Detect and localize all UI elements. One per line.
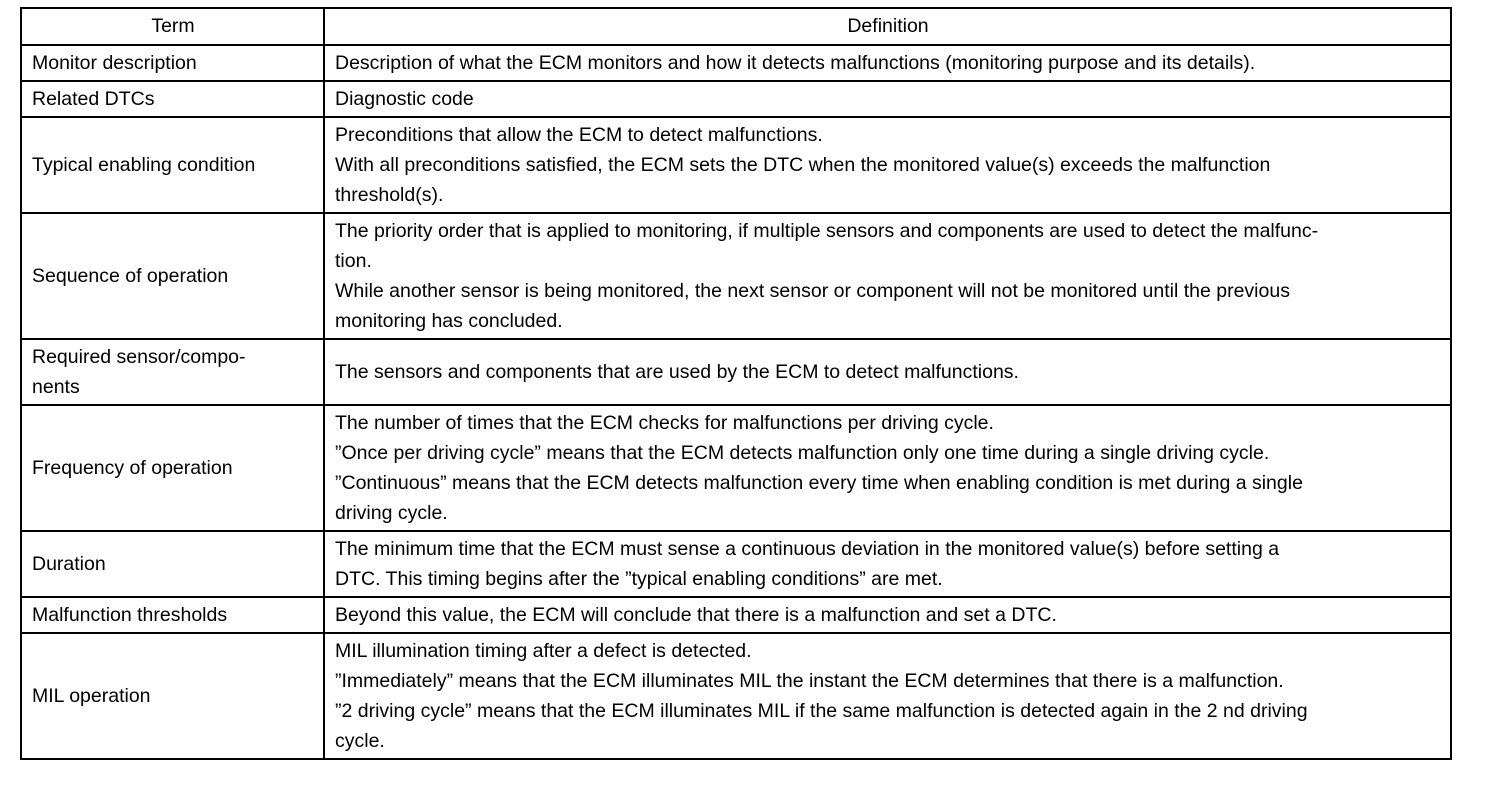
term-cell xyxy=(21,213,324,339)
table-header xyxy=(21,8,1451,45)
definition-text: ”Once per driving cycle” means that the ECM detects malfunction only one time during a single driving cycle. xyxy=(335,442,1270,464)
definition-text: With all preconditions satisfied, the ECM sets the DTC when the monitored value(s) exceeds the malfunction xyxy=(335,154,1271,176)
table-row xyxy=(21,633,1451,759)
table-row xyxy=(21,531,1451,597)
definition-text: threshold(s). xyxy=(335,184,444,206)
definition-text: driving cycle. xyxy=(335,502,448,524)
term-text: Duration xyxy=(32,553,106,575)
term-text: Required sensor/compo- xyxy=(32,346,246,368)
definition-text: The priority order that is applied to monitoring, if multiple sensors and components are used to detect the malfunc- xyxy=(335,220,1319,242)
table-row xyxy=(21,339,1451,405)
header-row xyxy=(21,8,1451,45)
term-text: Malfunction thresholds xyxy=(32,604,228,626)
definition-text: The sensors and components that are used by the ECM to detect malfunctions. xyxy=(335,361,1019,383)
definition-text: ”Continuous” means that the ECM detects malfunction every time when enabling condition is met during a single xyxy=(335,472,1303,494)
definition-text: MIL illumination timing after a defect is detected. xyxy=(335,640,752,662)
definition-cell xyxy=(324,213,1451,339)
term-cell xyxy=(21,45,324,81)
definition-cell xyxy=(324,81,1451,117)
definition-text: While another sensor is being monitored, the next sensor or component will not be monitored until the previous xyxy=(335,280,1290,302)
definition-cell xyxy=(324,339,1451,405)
table-row xyxy=(21,213,1451,339)
table-row xyxy=(21,405,1451,531)
definition-cell xyxy=(324,405,1451,531)
definition-text: DTC. This timing begins after the ”typical enabling conditions” are met. xyxy=(335,568,943,590)
term-text: Frequency of operation xyxy=(32,457,233,479)
term-text: MIL operation xyxy=(32,685,151,707)
term-text: Typical enabling condition xyxy=(32,154,256,176)
table-row xyxy=(21,597,1451,633)
table-body xyxy=(21,45,1451,759)
definition-text: tion. xyxy=(335,250,372,272)
term-text: Sequence of operation xyxy=(32,265,229,287)
term-column-header: Term xyxy=(21,8,324,45)
terms-definition-table xyxy=(20,7,1452,760)
definition-text: ”Immediately” means that the ECM illuminates MIL the instant the ECM determines that there is a malfunction. xyxy=(335,670,1284,692)
term-cell xyxy=(21,597,324,633)
term-cell xyxy=(21,81,324,117)
definition-cell xyxy=(324,633,1451,759)
term-text: Monitor description xyxy=(32,52,197,74)
term-cell xyxy=(21,339,324,405)
table-row xyxy=(21,45,1451,81)
definition-column-header: Definition xyxy=(324,8,1451,45)
definition-cell xyxy=(324,117,1451,213)
term-cell xyxy=(21,531,324,597)
term-cell xyxy=(21,117,324,213)
definition-text: cycle. xyxy=(335,730,385,752)
definition-text: Beyond this value, the ECM will conclude that there is a malfunction and set a DTC. xyxy=(335,604,1057,626)
term-cell xyxy=(21,633,324,759)
definition-cell xyxy=(324,45,1451,81)
definition-text: Diagnostic code xyxy=(335,88,474,110)
table-row xyxy=(21,81,1451,117)
definition-text: Description of what the ECM monitors and how it detects malfunctions (monitoring purpose and its details). xyxy=(335,52,1256,74)
definition-text: The minimum time that the ECM must sense a continuous deviation in the monitored value(s) before setting a xyxy=(335,538,1280,560)
table-row xyxy=(21,117,1451,213)
term-text: Related DTCs xyxy=(32,88,155,110)
term-text: nents xyxy=(32,376,80,398)
definition-text: ”2 driving cycle” means that the ECM illuminates MIL if the same malfunction is detected again in the 2 nd driving xyxy=(335,700,1308,722)
definition-text: monitoring has concluded. xyxy=(335,310,563,332)
definition-cell xyxy=(324,531,1451,597)
definition-text: The number of times that the ECM checks for malfunctions per driving cycle. xyxy=(335,412,994,434)
definition-cell xyxy=(324,597,1451,633)
definition-text: Preconditions that allow the ECM to detect malfunctions. xyxy=(335,124,823,146)
term-cell xyxy=(21,405,324,531)
